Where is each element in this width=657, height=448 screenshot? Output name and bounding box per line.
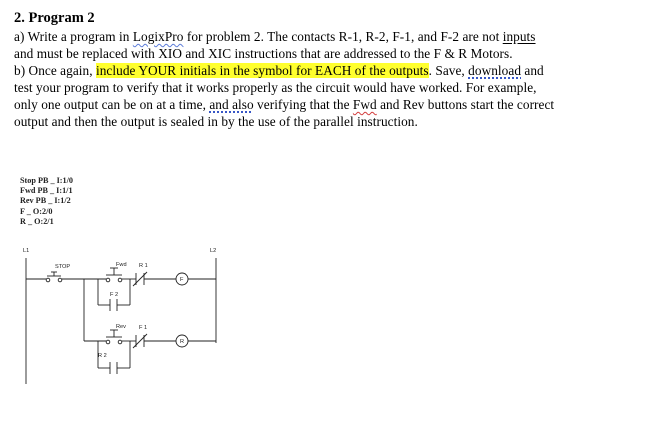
part-b-line4: output and then the output is sealed in by the use of the parallel instruction. xyxy=(14,114,418,129)
io-stop: Stop PB _ I:1/0 xyxy=(20,176,73,185)
and-also-term: and also xyxy=(209,97,254,112)
stop-pb-symbol xyxy=(46,278,50,282)
r-coil-label: R xyxy=(180,339,185,345)
part-b-prefix: b) Once again, xyxy=(14,63,96,78)
l1-label: L1 xyxy=(23,248,30,254)
part-b-line3a: only one output can be on at a time, xyxy=(14,97,210,112)
highlighted-instruction: include YOUR initials in the symbol for EACH of the outputs xyxy=(95,63,429,78)
download-term: download xyxy=(468,63,522,78)
fwd-term: Fwd xyxy=(352,97,377,112)
logixpro-term: LogixPro xyxy=(132,29,184,44)
io-f: F _ O:2/0 xyxy=(20,206,53,216)
l2-label: L2 xyxy=(210,248,217,254)
f2-label: F 2 xyxy=(110,292,119,298)
part-a-prefix: a) Write a program in xyxy=(14,29,133,44)
part-b-line3c: and Rev buttons start the correct xyxy=(376,97,555,112)
io-r: R _ O:2/1 xyxy=(20,216,54,226)
rev-label: Rev xyxy=(116,324,126,330)
f1-label: F 1 xyxy=(139,325,148,331)
r1-label: R 1 xyxy=(139,263,148,269)
fwd-label: Fwd xyxy=(116,262,127,268)
io-rev: Rev PB _ I:1/2 xyxy=(20,196,71,206)
rev-pb-symbol xyxy=(106,340,110,344)
f-coil-label: F xyxy=(180,277,184,283)
section-heading: 2. Program 2 xyxy=(14,10,95,26)
fwd-pb-symbol xyxy=(106,278,110,282)
inputs-term: inputs xyxy=(502,29,536,44)
part-a-line1-rest: for problem 2. The contacts R-1, R-2, F-1, and F-2 are not xyxy=(183,29,503,44)
r2-label: R 2 xyxy=(98,353,107,359)
part-a-line2: and must be replaced with XIO and XIC instructions that are addressed to the F & R Motors. xyxy=(14,46,513,61)
io-fwd: Fwd PB _ I:1/1 xyxy=(20,186,73,196)
part-b-line3b: verifying that the xyxy=(253,97,353,112)
part-b-after-highlight: . Save, xyxy=(428,63,469,78)
part-b-line1-end: and xyxy=(521,63,544,78)
stop-label: STOP xyxy=(55,264,71,270)
part-b-line2: test your program to verify that it works properly as the circuit would have worked. For example, xyxy=(14,80,537,95)
